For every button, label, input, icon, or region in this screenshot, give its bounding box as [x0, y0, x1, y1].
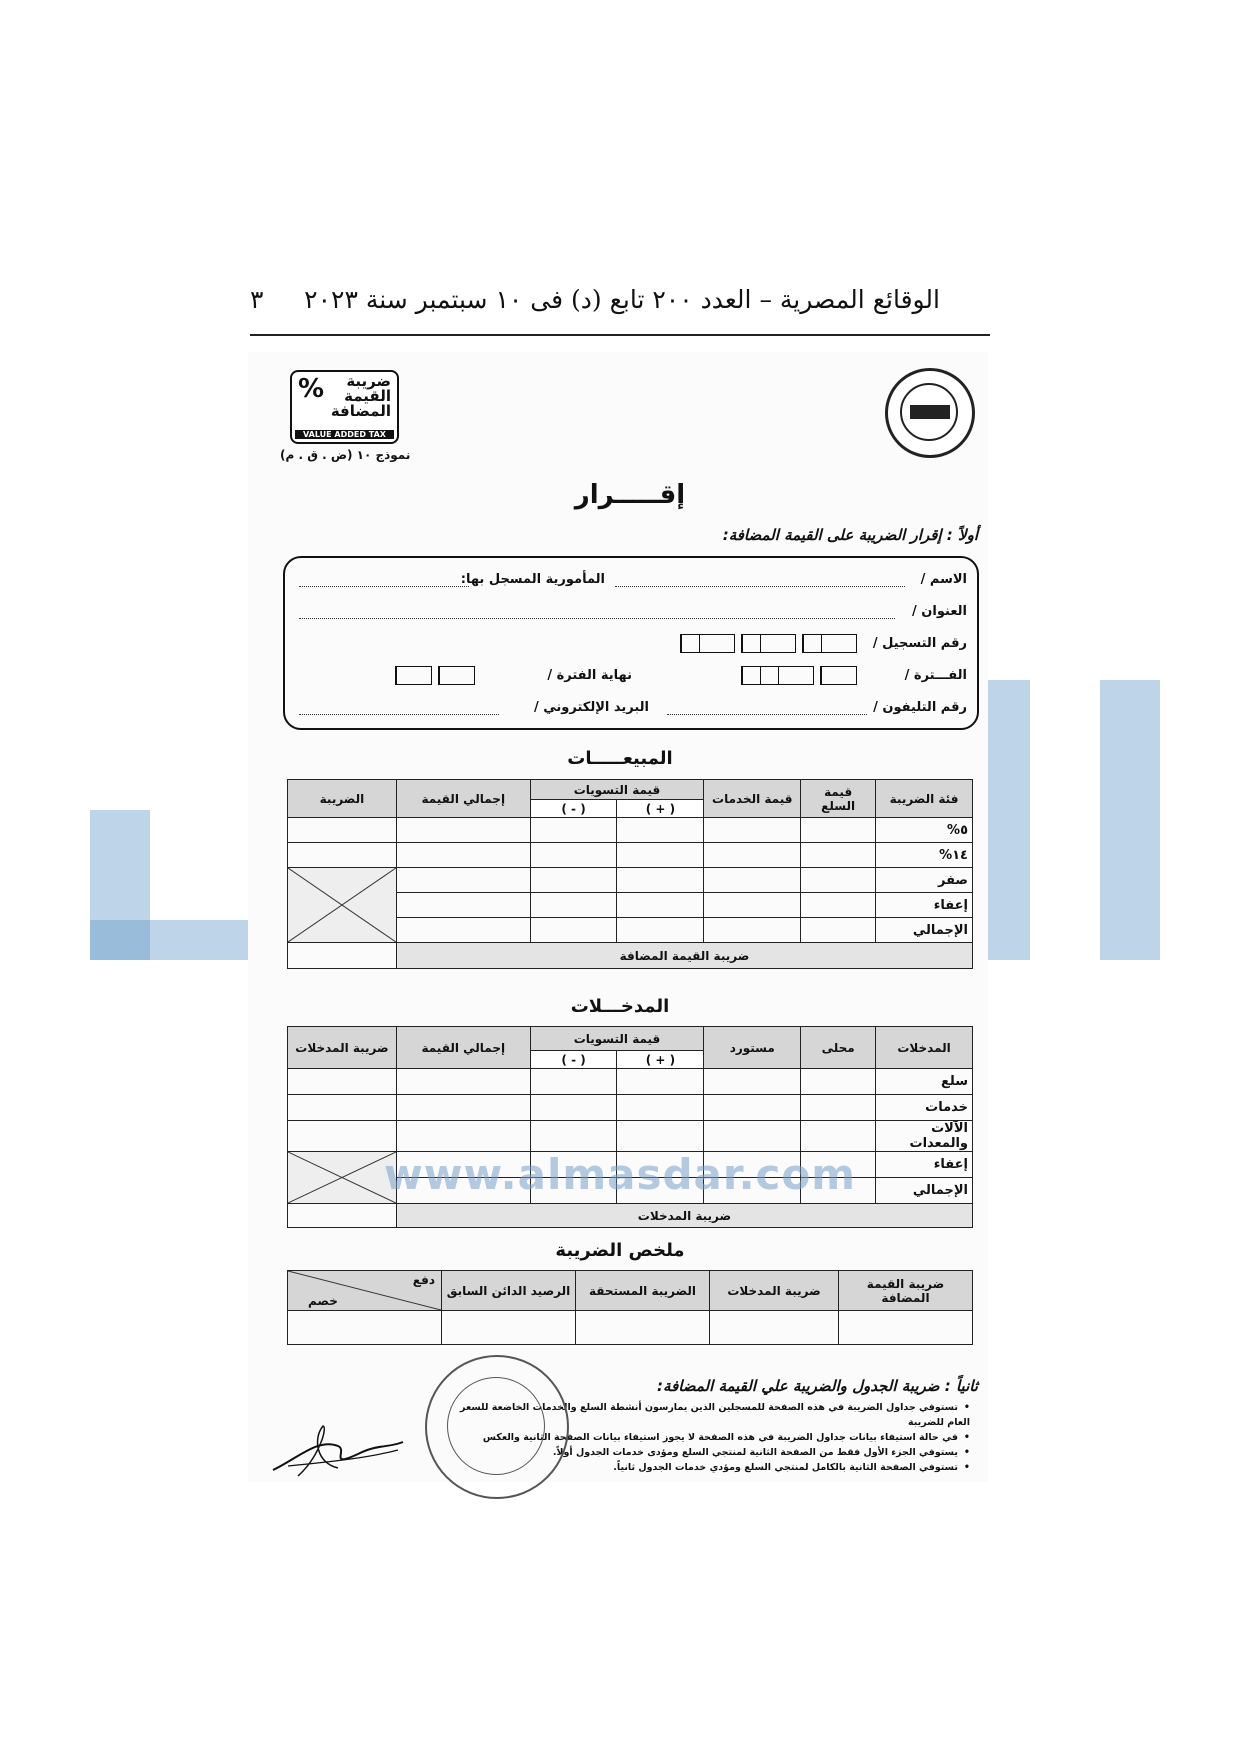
inputs-row-label: سلع	[876, 1069, 973, 1095]
summary-col-due: الضريبة المستحقة	[576, 1271, 710, 1311]
sales-col-minus: ( - )	[530, 800, 617, 818]
inputs-col-tax: ضريبة المدخلات	[288, 1027, 397, 1069]
period-label: الفـــترة /	[904, 668, 967, 683]
sales-col-adjustments: قيمة التسويات	[530, 780, 704, 800]
period-end-label: نهاية الفترة /	[547, 668, 632, 683]
registration-label: رقم التسجيل /	[872, 636, 967, 651]
inputs-footer: ضريبة المدخلات	[396, 1204, 972, 1228]
note-item: • في حالة استيفاء بيانات جداول الضريبة في هذه الصفحة لا يجوز استيفاء بيانات الصفحة الثانية والعكس	[450, 1430, 970, 1445]
sales-col-total: إجمالي القيمة	[396, 780, 530, 818]
summary-col-input-tax: ضريبة المدخلات	[710, 1271, 839, 1311]
registration-boxes[interactable]	[680, 634, 857, 653]
inputs-col-inputs: المدخلات	[876, 1027, 973, 1069]
vat-logo: % ضريبة القيمة المضافة VALUE ADDED TAX	[290, 370, 399, 444]
inputs-row-label: الإجمالي	[876, 1178, 973, 1204]
name-label: الاسم /	[920, 572, 967, 587]
office-label: المأمورية المسجل بها:	[460, 572, 605, 587]
period-end-boxes[interactable]	[395, 666, 475, 685]
vat-logo-text-3: المضافة	[330, 402, 391, 420]
name-field[interactable]	[615, 572, 905, 587]
inputs-row-label: الآلات والمعدات	[876, 1121, 973, 1152]
note-item: • تستوفي الصفحة الثانية بالكامل لمنتجي السلع ومؤدي خدمات الجدول ثانياً.	[450, 1460, 970, 1475]
sales-col-tax: الضريبة	[288, 780, 397, 818]
section2-title: ثانياً : ضريبة الجدول والضريبة علي القيمة المضافة:	[657, 1377, 978, 1395]
sales-row-label: ١٤%	[876, 843, 973, 868]
sales-row-label: إعفاء	[876, 893, 973, 918]
summary-pay-label: دفع	[412, 1273, 435, 1287]
sales-col-services: قيمة الخدمات	[704, 780, 801, 818]
header-divider	[250, 334, 990, 336]
inputs-col-imported: مستورد	[704, 1027, 801, 1069]
address-label: العنوان /	[912, 604, 967, 619]
vat-logo-english: VALUE ADDED TAX	[295, 430, 394, 439]
vat-logo-text-1: ضريبة	[346, 372, 391, 390]
phone-field[interactable]	[667, 700, 867, 715]
email-field[interactable]	[299, 700, 499, 715]
sales-col-goods: قيمة السلع	[801, 780, 876, 818]
inputs-col-minus: ( - )	[530, 1051, 617, 1069]
sales-crossed-cell	[288, 868, 397, 943]
inputs-row-label: خدمات	[876, 1095, 973, 1121]
inputs-col-total: إجمالي القيمة	[396, 1027, 530, 1069]
inputs-title: المدخـــلات	[570, 996, 670, 1017]
summary-col-vat: ضريبة القيمة المضافة	[839, 1271, 973, 1311]
form-code: نموذج ١٠ (ض . ق . م)	[280, 448, 411, 462]
summary-col-pay-deduct	[288, 1271, 442, 1311]
taxpayer-info-box	[283, 556, 979, 730]
section1-title: أولاً : إقرار الضريبة على القيمة المضافة:	[722, 526, 978, 544]
sales-table	[287, 779, 973, 969]
sales-row-label: صفر	[876, 868, 973, 893]
page-number: ٣	[250, 285, 264, 314]
vat-logo-text-2: القيمة	[344, 387, 391, 405]
form-title: إقـــــرار	[574, 480, 686, 510]
email-label: البريد الإلكتروني /	[533, 700, 649, 715]
office-field[interactable]	[299, 572, 469, 587]
summary-deduct-label: خصم	[308, 1294, 338, 1308]
inputs-row-label: إعفاء	[876, 1152, 973, 1178]
sales-col-plus: ( + )	[617, 800, 704, 818]
sales-title: المبيعـــــات	[567, 748, 673, 769]
note-item: • تستوفي جداول الضريبة في هذه الصفحة للمسجلين الذين يمارسون أنشطة السلع والخدمات الخاضعة للسعر العام للضريبة	[450, 1400, 970, 1430]
gazette-title: الوقائع المصرية – العدد ٢٠٠ تابع (د) فى ١٠ سبتمبر سنة ٢٠٢٣	[304, 285, 940, 314]
official-stamp-icon	[425, 1355, 569, 1499]
signature-icon	[268, 1418, 408, 1480]
sales-footer: ضريبة القيمة المضافة	[396, 943, 972, 969]
sales-row-label: الإجمالي	[876, 918, 973, 943]
inputs-col-adjustments: قيمة التسويات	[530, 1027, 704, 1051]
summary-col-prior-credit: الرصيد الدائن السابق	[442, 1271, 576, 1311]
period-start-boxes[interactable]	[741, 666, 857, 685]
phone-label: رقم التليفون /	[873, 700, 967, 715]
sales-col-category: فئة الضريبة	[876, 780, 973, 818]
watermark-url: www.almasdar.com	[383, 1150, 857, 1199]
ministry-seal-icon	[885, 368, 975, 458]
summary-table	[287, 1270, 973, 1345]
gazette-header	[250, 285, 940, 319]
address-field[interactable]	[299, 604, 895, 619]
inputs-col-plus: ( + )	[617, 1051, 704, 1069]
sales-row-label: ٥%	[876, 818, 973, 843]
inputs-col-local: محلى	[801, 1027, 876, 1069]
note-item: • يستوفي الجزء الأول فقط من الصفحة الثانية لمنتجي السلع ومؤدى خدمات الجدول أولاً.	[450, 1445, 970, 1460]
summary-title: ملخص الضريبة	[555, 1240, 685, 1261]
